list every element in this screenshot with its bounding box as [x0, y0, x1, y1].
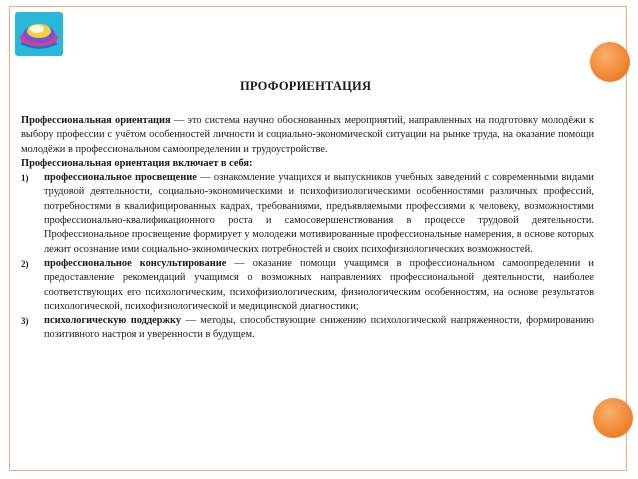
list-item [21, 314, 594, 343]
list-item-term: психологическую поддержку [44, 315, 182, 327]
colorful-logo-icon [15, 12, 63, 56]
list-item [21, 257, 594, 314]
definition-text: — это система научно обоснованных мероприятий, направленных на подготовку молодёжи к выбору профессии с учётом особенностей личности и социально-экономической ситуации на рынке труда, на оказание помощи молодёжи в профессиональном самоопределении и трудоустройстве. [21, 115, 594, 155]
list-item-number: 1) [21, 173, 29, 184]
slide-body [21, 114, 594, 343]
list-item-text: — оказание помощи учащимся в профессиональном самоопределении и предоставление рекомендаций учащимся о возможных направлениях профессиональной деятельности, наиболее соответствующих его психологическим, психофизиологическим, физиологическим особенностям, на основе результатов психологической, психофизиологической и медицинской диагностики; [44, 257, 594, 312]
orange-orb-decoration-top [590, 42, 630, 82]
list-item-term: профессиональное просвещение [44, 172, 197, 184]
list-item-text: — методы, способствующие снижению психологической напряженности, формированию позитивного настроя и уверенности в будущем. [44, 315, 595, 341]
orange-orb-decoration-bottom [593, 398, 633, 438]
list-item-text: — ознакомление учащихся и выпускников учебных заведений с современными видами трудовой деятельности, социально-экономическими и психофизиологическими особенностями различных профессий, потребностями в квалифицированных кадрах, требованиями, предъявляемыми профессиями к человеку, возможностями профессионально-квалификационного роста и самосовершенствования в процессе трудовой деятельности. Профессиональное просвещение формирует у молодежи мотивированные профессиональные намерения, в основе которых лежит осознание ими социально-экономических потребностей и своих психофизиологических возможностей. [44, 172, 594, 255]
definition-term: Профессиональная ориентация [21, 115, 171, 126]
list-item-number: 2) [21, 258, 29, 269]
page-title: ПРОФОРИЕНТАЦИЯ [240, 79, 372, 93]
definition-paragraph [21, 114, 594, 157]
includes-heading: Профессиональная ориентация включает в себя: [21, 157, 253, 169]
list-item [21, 171, 594, 257]
includes-list [21, 171, 594, 343]
list-item-number: 3) [21, 316, 29, 327]
list-item-term: профессиональное консультирование [44, 257, 227, 269]
